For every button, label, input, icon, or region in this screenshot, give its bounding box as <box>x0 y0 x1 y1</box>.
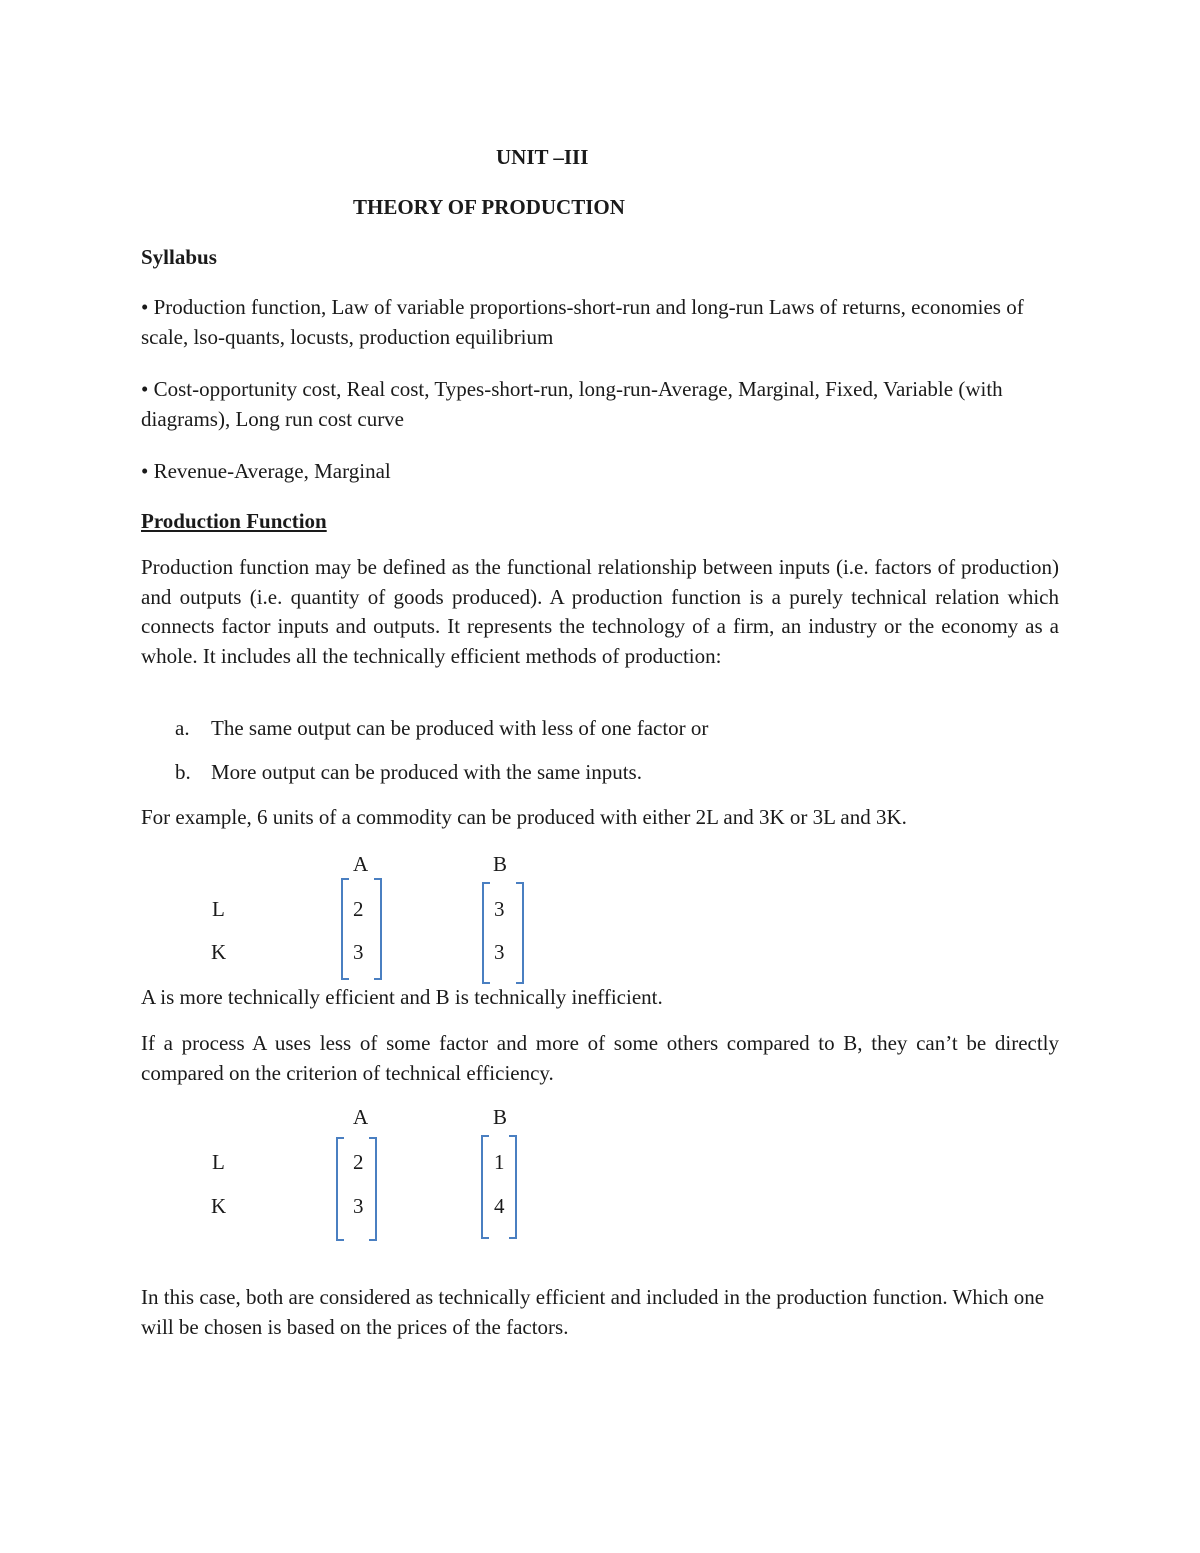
syllabus-heading: Syllabus <box>141 245 217 269</box>
matrix-cell: 4 <box>494 1194 505 1218</box>
bracket-left <box>341 878 349 980</box>
matrix-row-l: L <box>212 1150 225 1174</box>
conclusion-paragraph: In this case, both are considered as technically efficient and included in the production function. Which one will be chosen is based on the prices of the factors. <box>141 1285 1045 1339</box>
example-text: For example, 6 units of a commodity can be produced with either 2L and 3K or 3L and 3K. <box>141 805 907 829</box>
section-heading: Production Function <box>141 509 327 533</box>
matrix-cell: 3 <box>494 897 505 921</box>
matrix-cell: 1 <box>494 1150 505 1174</box>
bracket-right <box>509 1135 517 1239</box>
syllabus-item: • Revenue-Average, Marginal <box>141 459 391 483</box>
page-title: THEORY OF PRODUCTION <box>353 195 625 219</box>
bracket-right <box>374 878 382 980</box>
bracket-left <box>481 1135 489 1239</box>
matrix-col-a: A <box>353 1105 369 1129</box>
matrix-cell: 3 <box>353 940 364 964</box>
list-text: More output can be produced with the same inputs. <box>211 760 642 784</box>
compare-paragraph: If a process A uses less of some factor and more of some others compared to B, they can’t be directly compared on the criterion of technical efficiency. <box>141 1031 1059 1085</box>
matrix-row-k: K <box>211 940 227 964</box>
matrix-col-b: B <box>493 852 508 876</box>
matrix-col-b: B <box>493 1105 508 1129</box>
matrix-cell: 2 <box>353 1150 364 1174</box>
bracket-right <box>516 882 524 984</box>
matrix-col-a: A <box>353 852 369 876</box>
list-text: The same output can be produced with less of one factor or <box>211 716 709 740</box>
matrix-cell: 2 <box>353 897 364 921</box>
list-marker: b. <box>175 760 191 784</box>
bracket-left <box>336 1137 344 1241</box>
list-marker: a. <box>175 716 190 740</box>
bracket-right <box>369 1137 377 1241</box>
syllabus-item: • Cost-opportunity cost, Real cost, Types-short-run, long-run-Average, Marginal, Fixed, Variable (with diagrams), Long run cost curve <box>141 377 1003 431</box>
matrix-row-l: L <box>212 897 225 921</box>
conclusion-text: A is more technically efficient and B is technically inefficient. <box>141 985 663 1009</box>
matrix-cell: 3 <box>353 1194 364 1218</box>
matrix-row-k: K <box>211 1194 227 1218</box>
matrix-cell: 3 <box>494 940 505 964</box>
syllabus-item: • Production function, Law of variable proportions-short-run and long-run Laws of returns, economies of scale, lso-quants, locusts, production equilibrium <box>141 295 1024 349</box>
unit-label: UNIT –III <box>496 145 589 169</box>
bracket-left <box>482 882 490 984</box>
intro-paragraph: Production function may be defined as the functional relationship between inputs (i.e. factors of production) and outputs (i.e. quantity of goods produced). A production function is a purely technical relation which connects factor inputs and outputs. It represents the technology of a firm, an industry or the economy as a whole. It includes all the technically efficient methods of production: <box>141 555 1059 668</box>
